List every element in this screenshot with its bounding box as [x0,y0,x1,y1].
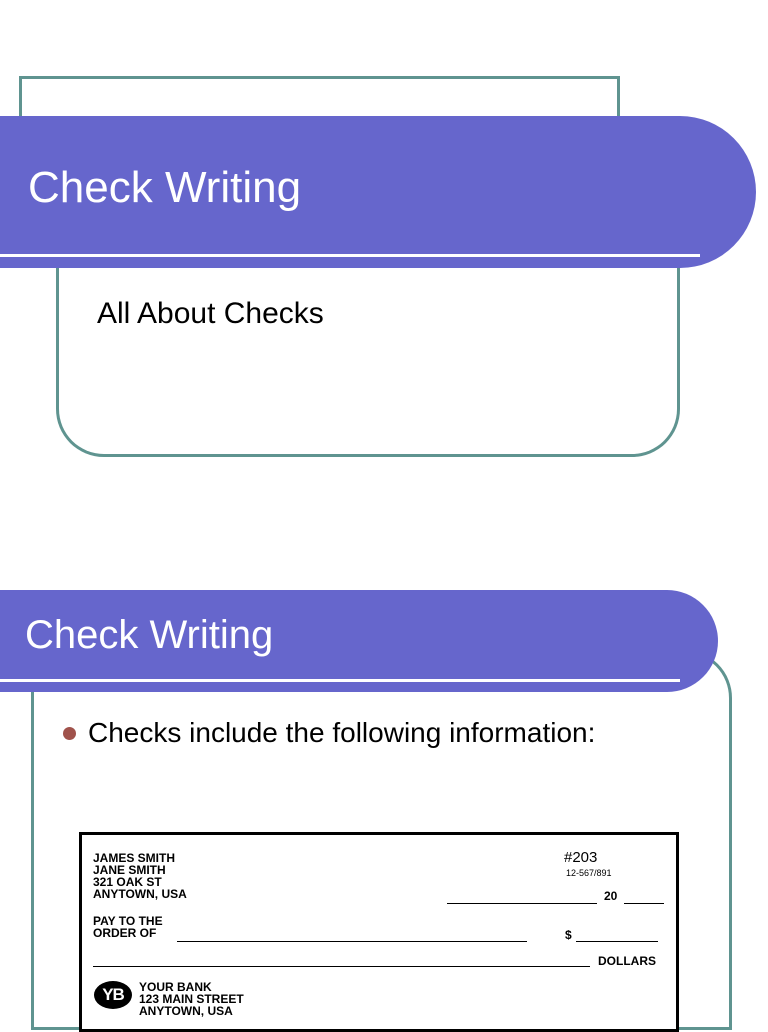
payer-name-2: JANE SMITH [93,863,166,877]
check-number: #203 [564,849,598,866]
date-line [447,903,597,904]
slide2-banner-rule [0,679,680,682]
routing-fraction: 12-567/891 [566,868,612,878]
pay-to-label-1: PAY TO THE [93,914,163,928]
payer-city: ANYTOWN, USA [93,887,187,901]
slide1-subtitle: All About Checks [97,297,324,330]
dollars-label: DOLLARS [598,954,656,968]
check-image [79,832,679,1032]
slide1-title: Check Writing [28,163,302,212]
bullet-icon [63,727,76,740]
payer-street: 321 OAK ST [93,875,162,889]
slide2-title: Check Writing [25,613,274,657]
slide1-banner-rule [0,254,700,257]
bank-city: ANYTOWN, USA [139,1004,233,1018]
written-amount-line [93,966,590,967]
payer-name-1: JAMES SMITH [93,851,176,865]
bank-street: 123 MAIN STREET [139,992,244,1006]
bank-logo: YB [94,981,132,1009]
slide1-subtitle-box [56,250,680,457]
date-year: 20 [604,889,618,903]
bullet-text: Checks include the following information: [88,717,596,748]
date-year-line [624,903,664,904]
amount-line [576,941,658,942]
dollar-sign: $ [565,928,572,942]
payee-line [177,941,527,942]
pay-to-label-2: ORDER OF [93,926,157,940]
bank-name: YOUR BANK [139,980,212,994]
